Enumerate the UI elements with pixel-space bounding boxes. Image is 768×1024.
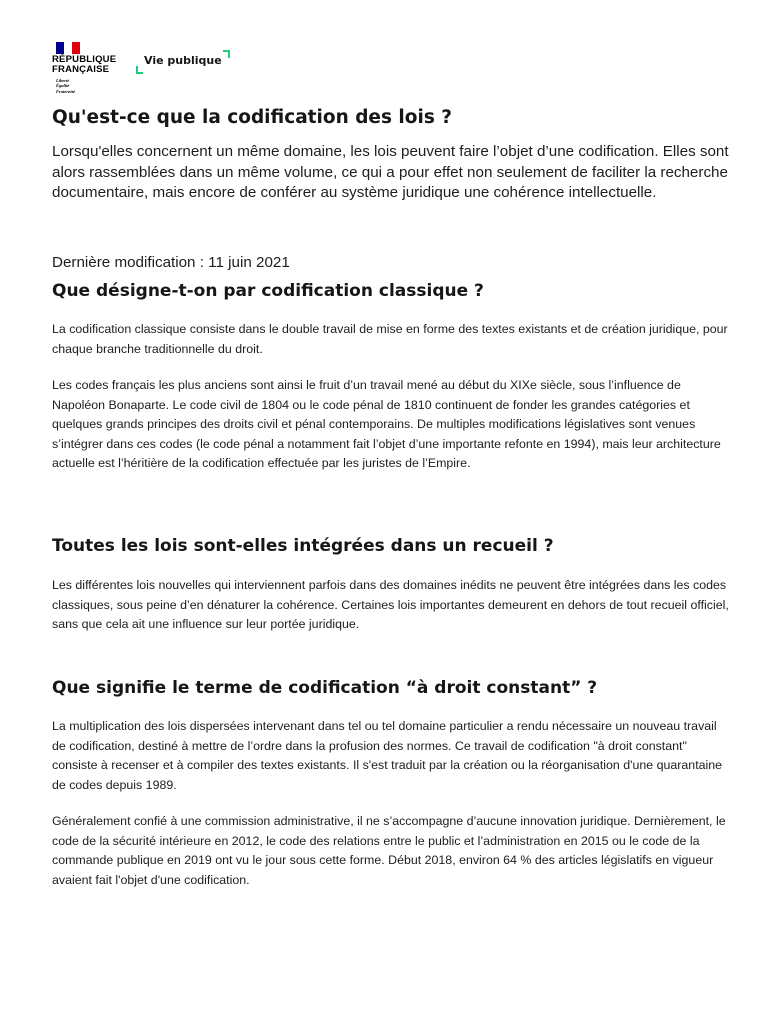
republique-line-2: FRANÇAISE (52, 64, 110, 75)
section-heading-codification-classique: Que désigne-t-on par codification classique ? (52, 281, 484, 301)
section-2-paragraph-1: Les différentes lois nouvelles qui interviennent parfois dans des domaines inédits ne peuvent être intégrées dans les codes classiques, sous peine d’en dénaturer la cohérence. Certaines lois importantes demeurent en dehors de tout recueil officiel, sans que cela ait une influence sur leur portée juridique. (52, 578, 729, 632)
section-3-paragraph-2: Généralement confié à une commission administrative, il ne s’accompagne d’aucune innovation juridique. Dernièrement, le code de la sécurité intérieure en 2012, le code des relations entre le public et l’administration en 2015 ou le code de la commande publique en 2019 ont vu le jour sous cette forme. Début 2018, environ 64 % des articles législatifs en vigueur avaient fait l'objet d'une codification. (52, 814, 726, 887)
bracket-bottom-left-icon (136, 66, 143, 74)
section-heading-lois-recueil: Toutes les lois sont-elles intégrées dans un recueil ? (52, 536, 554, 556)
motto-liberte: Liberté (56, 78, 70, 83)
republique-line-1: RÉPUBLIQUE (52, 54, 117, 65)
section-1-paragraph-2: Les codes français les plus anciens sont ainsi le fruit d’un travail mené au début du XIXe siècle, sous l’influence de Napoléon Bonaparte. Le code civil de 1804 ou le code pénal de 1810 continuent de fonder les grandes catégories et quelques grands principes des droits civil et pénal contemporains. De multiples modifications législatives sont venues s’intégrer dans ces codes (le code pénal a notamment fait l’objet d’une importante refonte en 1994), mais leur architecture actuelle est l’héritière de la codification effectuée par les juristes de l’Empire. (52, 378, 721, 471)
section-1-paragraph-1: La codification classique consiste dans le double travail de mise en forme des textes existants et de création juridique, pour chaque branche traditionnelle du droit. (52, 322, 728, 356)
bracket-top-right-icon (223, 50, 230, 58)
french-flag-icon (56, 42, 80, 54)
article-intro: Lorsqu'elles concernent un même domaine, les lois peuvent faire l’objet d’une codification. Elles sont alors rassemblées dans un même volume, ce qui a pour effet non seulement de faciliter la recherche documentaire, mais encore de conférer au système juridique une cohérence intellectuelle. (52, 143, 729, 202)
section-3-paragraph-1: La multiplication des lois dispersées intervenant dans tel ou tel domaine particulier a rendu nécessaire un nouveau travail de codification, destiné à mettre de l’ordre dans la profusion des normes. Ce travail de codification "à droit constant" consiste à recenser et à compiler des textes existants. Il s'est traduit par la création ou la réorganisation d'une quarantaine de codes depuis 1989. (52, 719, 723, 792)
section-heading-droit-constant: Que signifie le terme de codification “à droit constant” ? (52, 678, 598, 698)
vie-publique-logo[interactable] (136, 50, 230, 74)
page-title: Qu'est-ce que la codification des lois ? (52, 107, 453, 128)
last-modified-date: Dernière modification : 11 juin 2021 (52, 254, 290, 271)
motto-fraternite: Fraternité (56, 88, 76, 94)
republique-francaise-wordmark (52, 55, 132, 75)
page-header (52, 42, 732, 102)
republique-motto (56, 78, 116, 94)
site-name: Vie publique (144, 54, 222, 67)
motto-egalite: Égalité (56, 83, 70, 89)
republique-francaise-logo[interactable] (52, 42, 132, 102)
